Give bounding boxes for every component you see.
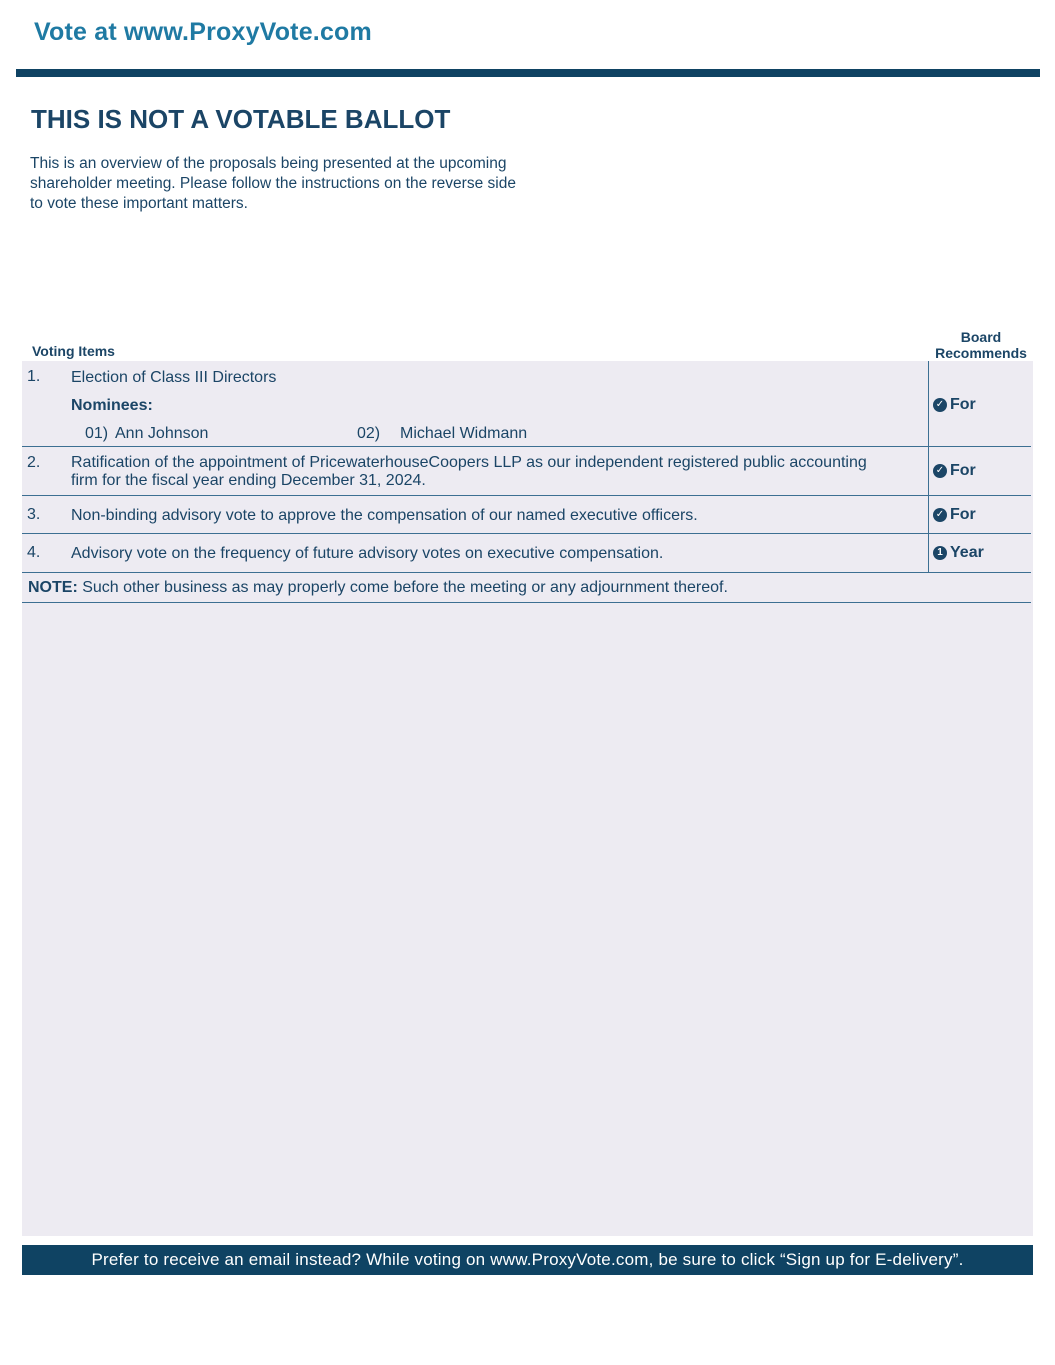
item-text: Election of Class III Directors: [71, 369, 277, 386]
board-recommends-line1: Board: [960, 329, 1002, 345]
recommendation-label: Year: [950, 544, 984, 561]
column-divider: [928, 447, 929, 495]
header-rule: [16, 69, 1040, 77]
page-title: THIS IS NOT A VOTABLE BALLOT: [31, 104, 451, 134]
board-recommends-line2: Recommends: [935, 345, 1027, 361]
item-number: 1.: [27, 368, 41, 385]
check-circle-icon: ✓: [933, 464, 947, 478]
voting-item-4: [22, 534, 1031, 573]
column-divider: [928, 361, 929, 446]
note-row: [22, 573, 1031, 603]
recommendation-for: [933, 462, 976, 480]
nominees-label: Nominees:: [71, 397, 153, 414]
voting-item-3: [22, 496, 1031, 534]
e-delivery-banner: Prefer to receive an email instead? While voting on www.ProxyVote.com, be sure to click “Sign up for E-delivery”.: [22, 1245, 1033, 1275]
proxyvote-link[interactable]: Vote at www.ProxyVote.com: [34, 18, 372, 46]
note-label: NOTE:: [28, 579, 78, 596]
recommendation-label: For: [950, 462, 976, 479]
intro-text: This is an overview of the proposals being presented at the upcoming shareholder meeting. Please follow the instructions on the reverse side to vote these important matters.: [30, 155, 516, 212]
nominee-name: Michael Widmann: [400, 425, 528, 442]
note-text: [28, 579, 728, 597]
item-text-line1: Ratification of the appointment of PricewaterhouseCoopers LLP as our independent registered public accounting: [71, 454, 867, 471]
column-divider: [928, 496, 929, 533]
item-number: 3.: [27, 506, 41, 523]
voting-items-header: Voting Items: [32, 343, 115, 359]
board-recommends-header: [928, 329, 1034, 361]
note-body: Such other business as may properly come before the meeting or any adjournment thereof.: [77, 579, 728, 596]
recommendation-label: For: [950, 506, 976, 523]
recommendation-label: For: [950, 396, 976, 413]
nominee-number: 01): [85, 425, 109, 442]
item-number: 4.: [27, 544, 41, 561]
item-text: Non-binding advisory vote to approve the compensation of our named executive officers.: [71, 507, 698, 524]
recommendation-year: [933, 544, 984, 562]
check-circle-icon: ✓: [933, 508, 947, 522]
recommendation-for: [933, 396, 976, 414]
item-text-line2: firm for the fiscal year ending December 31, 2024.: [71, 472, 426, 489]
item-number: 2.: [27, 454, 41, 471]
voting-item-2: [22, 447, 1031, 496]
item-text: Advisory vote on the frequency of future advisory votes on executive compensation.: [71, 545, 664, 562]
nominee-number: 02): [357, 425, 381, 442]
recommendation-for: [933, 506, 976, 524]
nominee-name: Ann Johnson: [115, 425, 209, 442]
column-divider: [928, 534, 929, 572]
voting-item-1: [22, 361, 1031, 447]
check-circle-icon: ✓: [933, 398, 947, 412]
number-one-circle-icon: 1: [933, 546, 947, 560]
